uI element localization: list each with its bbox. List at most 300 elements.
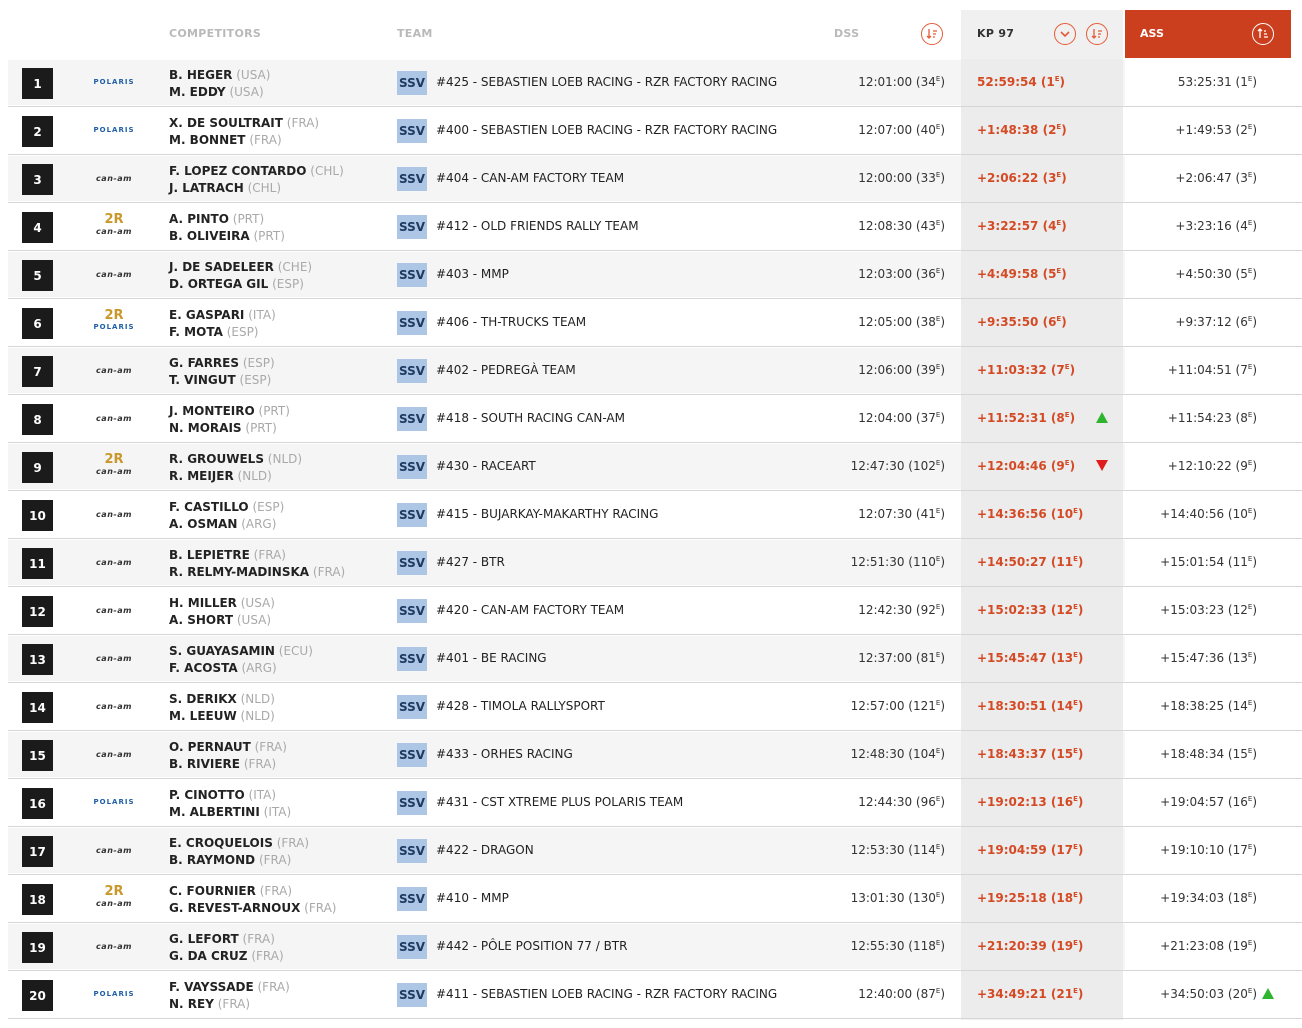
competitors: [169, 451, 302, 485]
table-row[interactable]: [0, 443, 1302, 491]
rank-suffix: E: [935, 699, 941, 707]
ass-value: +18:48:34 (15: [1160, 747, 1248, 761]
header-dss[interactable]: DSS: [834, 27, 860, 40]
ass-value: +9:37:12 (6: [1175, 315, 1248, 329]
brand-logo: [82, 213, 146, 237]
position-up-icon: [1262, 988, 1274, 999]
driver-name[interactable]: A. PINTO: [169, 212, 229, 226]
kp-value: +15:02:33 (12: [977, 603, 1074, 617]
kp-time: +14:50:27 $(11^E)$: [977, 555, 1084, 569]
brand-logo: [82, 702, 146, 712]
rank-suffix: E: [1073, 651, 1078, 659]
brand-2r-logo: 2R: [104, 452, 124, 467]
driver-country: (PRT): [232, 212, 265, 226]
rank-suffix: E: [1247, 987, 1253, 995]
rank-suffix: E: [1073, 843, 1078, 851]
rank-suffix: E: [1247, 939, 1253, 947]
codriver-name[interactable]: M. BONNET: [169, 133, 246, 147]
rank-suffix: E: [935, 795, 941, 803]
table-row[interactable]: [0, 683, 1302, 731]
brand-logo: [82, 606, 146, 616]
kp-time: +15:45:47 $(13^E)$: [977, 651, 1084, 665]
driver-country: (FRA): [259, 884, 293, 898]
brand-logo: [82, 366, 146, 376]
kp-time: +2:06:22 $(3^E)$: [977, 171, 1067, 185]
position-badge: 20: [22, 980, 53, 1011]
ass-value: +14:40:56 (10: [1160, 507, 1248, 521]
kp-value: +14:36:56 (10: [977, 507, 1074, 521]
class-badge: SSV: [397, 647, 427, 671]
codriver-country: (ARG): [241, 517, 277, 531]
table-row[interactable]: [0, 587, 1302, 635]
competitors: [169, 211, 285, 245]
brand-logo: [82, 414, 146, 424]
table-row[interactable]: [0, 347, 1302, 395]
codriver-country: (FRA): [312, 565, 346, 579]
team-name[interactable]: #406 - TH-TRUCKS TEAM: [436, 315, 587, 329]
brand-canam-logo: can-am: [96, 366, 132, 375]
position-badge: 16: [22, 788, 53, 819]
ass-value: +15:47:36 (13: [1160, 651, 1248, 665]
class-badge: SSV: [397, 71, 427, 95]
codriver-name[interactable]: T. VINGUT: [169, 373, 236, 387]
rank-suffix: E: [1073, 795, 1078, 803]
driver-country: (FRA): [276, 836, 310, 850]
dss-time: 12:07:30 $(41^E)$: [858, 507, 945, 521]
rank-suffix: E: [1073, 747, 1078, 755]
dss-value: 12:07:30 (41: [858, 507, 936, 521]
dss-time: 12:06:00 $(39^E)$: [858, 363, 945, 377]
codriver-country: (ESP): [272, 277, 304, 291]
dss-time: 12:48:30 $(104^E)$: [850, 747, 945, 761]
kp-value: +4:49:58 (5: [977, 267, 1057, 281]
codriver-country: (ARG): [241, 661, 277, 675]
competitors: [169, 643, 313, 677]
codriver-name[interactable]: M. LEEUW: [169, 709, 237, 723]
dss-time: 12:44:30 $(96^E)$: [858, 795, 945, 809]
ass-time: +15:03:23 $(12^E)$: [1160, 603, 1257, 617]
codriver-name[interactable]: B. RAYMOND: [169, 853, 256, 867]
ass-value: +19:10:10 (17: [1160, 843, 1248, 857]
dss-time: 12:57:00 $(121^E)$: [850, 699, 945, 713]
team-name[interactable]: #442 - PÔLE POSITION 77 / BTR: [436, 939, 628, 953]
ass-time: +19:04:57 $(16^E)$: [1160, 795, 1257, 809]
dss-time: 12:40:00 $(87^E)$: [858, 987, 945, 1001]
competitors: [169, 931, 284, 965]
brand-canam-logo: can-am: [96, 606, 132, 615]
codriver-name[interactable]: N. MORAIS: [169, 421, 242, 435]
brand-canam-logo: can-am: [96, 899, 132, 908]
driver-country: (FRA): [242, 932, 275, 946]
dss-time: 12:07:00 $(40^E)$: [858, 123, 945, 137]
brand-logo: [82, 78, 146, 87]
kp-value: +1:48:38 (2: [977, 123, 1057, 137]
kp-time: +11:03:32 $(7^E)$: [977, 363, 1076, 377]
rank-suffix: E: [1054, 75, 1060, 83]
rank-suffix: E: [935, 219, 941, 227]
kp-time: +1:48:38 $(2^E)$: [977, 123, 1067, 137]
rank-suffix: E: [1247, 843, 1253, 851]
sort-descending-icon[interactable]: [1086, 23, 1108, 45]
rank-suffix: E: [935, 603, 941, 611]
driver-name[interactable]: J. MONTEIRO: [169, 404, 255, 418]
driver-name[interactable]: R. GROUWELS: [169, 452, 264, 466]
ass-value: +15:01:54 (11: [1160, 555, 1248, 569]
brand-canam-logo: can-am: [96, 467, 132, 476]
driver-name[interactable]: J. DE SADELEER: [169, 260, 274, 274]
chevron-down-icon[interactable]: [1054, 23, 1076, 45]
driver-name[interactable]: G. LEFORT: [169, 932, 239, 946]
table-row[interactable]: [0, 59, 1302, 107]
driver-name[interactable]: C. FOURNIER: [169, 884, 256, 898]
rank-suffix: E: [1247, 363, 1253, 371]
position-badge: 17: [22, 836, 53, 867]
codriver-name[interactable]: A. OSMAN: [169, 517, 238, 531]
rank-suffix: E: [1073, 987, 1078, 995]
position-badge: 11: [22, 548, 53, 579]
rank-suffix: E: [935, 363, 941, 371]
kp-time: +34:49:21 $(21^E)$: [977, 987, 1084, 1001]
table-row[interactable]: [0, 203, 1302, 251]
rank-suffix: E: [935, 651, 941, 659]
brand-canam-logo: can-am: [96, 654, 132, 663]
team-name[interactable]: #433 - ORHES RACING: [436, 747, 573, 761]
driver-name[interactable]: P. CINOTTO: [169, 788, 245, 802]
codriver-name[interactable]: G. DA CRUZ: [169, 949, 248, 963]
table-row[interactable]: [0, 827, 1302, 875]
brand-canam-logo: can-am: [96, 558, 132, 567]
driver-name[interactable]: E. GASPARI: [169, 308, 245, 322]
rank-suffix: E: [935, 123, 941, 131]
kp-value: +14:50:27 (11: [977, 555, 1074, 569]
driver-country: (FRA): [253, 548, 286, 562]
rank-suffix: E: [935, 843, 941, 851]
position-badge: 10: [22, 500, 53, 531]
codriver-country: (ITA): [263, 805, 292, 819]
brand-polaris-logo: POLARIS: [93, 126, 135, 134]
rank-suffix: E: [1073, 603, 1078, 611]
position-up-icon: [1096, 412, 1108, 423]
brand-logo: [82, 942, 146, 952]
rank-suffix: E: [935, 75, 941, 83]
driver-country: (FRA): [254, 740, 287, 754]
rank-suffix: E: [1247, 603, 1253, 611]
kp-value: +19:04:59 (17: [977, 843, 1074, 857]
codriver-name[interactable]: D. ORTEGA GIL: [169, 277, 269, 291]
ass-time: +11:04:51 $(7^E)$: [1167, 363, 1257, 377]
results-table: [0, 59, 1302, 1019]
dss-value: 13:01:30 (130: [850, 891, 936, 905]
team-name[interactable]: #412 - OLD FRIENDS RALLY TEAM: [436, 219, 639, 233]
rank-suffix: E: [1064, 363, 1070, 371]
team-name[interactable]: #401 - BE RACING: [436, 651, 547, 665]
dss-value: 12:06:00 (39: [858, 363, 936, 377]
table-row[interactable]: [0, 635, 1302, 683]
competitors: [169, 307, 276, 341]
table-row[interactable]: [0, 539, 1302, 587]
brand-logo: [82, 309, 146, 332]
class-badge: SSV: [397, 455, 427, 479]
codriver-name[interactable]: J. LATRACH: [169, 181, 244, 195]
team-name[interactable]: #404 - CAN-AM FACTORY TEAM: [436, 171, 625, 185]
brand-polaris-logo: POLARIS: [93, 990, 135, 998]
kp-time: +19:04:59 $(17^E)$: [977, 843, 1084, 857]
brand-2r-logo: 2R: [104, 212, 124, 227]
rank-suffix: E: [1247, 75, 1253, 83]
driver-country: (USA): [236, 68, 271, 82]
table-row[interactable]: [0, 971, 1302, 1019]
ass-value: +21:23:08 (19: [1160, 939, 1248, 953]
ass-time: +12:10:22 $(9^E)$: [1167, 459, 1257, 473]
team-name[interactable]: #428 - TIMOLA RALLYSPORT: [436, 699, 605, 713]
kp-time: +4:49:58 $(5^E)$: [977, 267, 1067, 281]
codriver-country: (FRA): [304, 901, 337, 915]
position-badge: 14: [22, 692, 53, 723]
team-name[interactable]: #431 - CST XTREME PLUS POLARIS TEAM: [436, 795, 684, 809]
brand-logo: [82, 750, 146, 760]
rank-suffix: E: [1056, 171, 1062, 179]
table-row[interactable]: [0, 107, 1302, 155]
kp-value: +2:06:22 (3: [977, 171, 1057, 185]
dss-time: 12:37:00 $(81^E)$: [858, 651, 945, 665]
table-header: [0, 10, 1302, 58]
class-badge: SSV: [397, 551, 427, 575]
codriver-name[interactable]: M. EDDY: [169, 85, 226, 99]
brand-logo: [82, 798, 146, 807]
brand-polaris-logo: POLARIS: [93, 798, 135, 806]
position-badge: 1: [22, 68, 53, 99]
header-team[interactable]: TEAM: [397, 27, 433, 40]
dss-value: 12:55:30 (118: [850, 939, 936, 953]
driver-name[interactable]: B. HEGER: [169, 68, 233, 82]
kp-time: +18:43:37 $(15^E)$: [977, 747, 1084, 761]
position-badge: 12: [22, 596, 53, 627]
ass-time: +11:54:23 $(8^E)$: [1167, 411, 1257, 425]
driver-country: (NLD): [267, 452, 303, 466]
class-badge: SSV: [397, 935, 427, 959]
ass-time: +2:06:47 $(3^E)$: [1175, 171, 1257, 185]
table-row[interactable]: [0, 779, 1302, 827]
header-competitors[interactable]: COMPETITORS: [169, 27, 262, 40]
dss-value: 12:51:30 (110: [850, 555, 936, 569]
position-badge: 2: [22, 116, 53, 147]
position-badge: 18: [22, 884, 53, 915]
competitors: [169, 67, 270, 101]
team-name[interactable]: #410 - MMP: [436, 891, 509, 905]
brand-logo: [82, 558, 146, 568]
codriver-country: (USA): [236, 613, 272, 627]
codriver-name[interactable]: A. SHORT: [169, 613, 234, 627]
team-name[interactable]: #422 - DRAGON: [436, 843, 534, 857]
driver-name[interactable]: S. GUAYASAMIN: [169, 644, 275, 658]
dss-time: 12:08:30 $(43^E)$: [858, 219, 945, 233]
table-row[interactable]: [0, 491, 1302, 539]
ass-value: +12:10:22 (9: [1167, 459, 1248, 473]
kp-time: +12:04:46 $(9^E)$: [977, 459, 1076, 473]
ass-value: 53:25:31 (1: [1177, 75, 1248, 89]
rank-suffix: E: [935, 411, 941, 419]
table-row[interactable]: [0, 923, 1302, 971]
rank-suffix: E: [1064, 459, 1070, 467]
class-badge: SSV: [397, 503, 427, 527]
sort-ascending-icon[interactable]: [1252, 23, 1274, 45]
position-badge: 6: [22, 308, 53, 339]
team-name[interactable]: #427 - BTR: [436, 555, 505, 569]
brand-logo: [82, 990, 146, 999]
ass-time: +19:10:10 $(17^E)$: [1160, 843, 1257, 857]
brand-canam-logo: can-am: [96, 942, 132, 951]
kp-time: +15:02:33 $(12^E)$: [977, 603, 1084, 617]
codriver-name[interactable]: B. OLIVEIRA: [169, 229, 250, 243]
rank-suffix: E: [935, 939, 941, 947]
dss-value: 12:42:30 (92: [858, 603, 936, 617]
rank-suffix: E: [1247, 891, 1253, 899]
codriver-name[interactable]: G. REVEST-ARNOUX: [169, 901, 301, 915]
class-badge: SSV: [397, 983, 427, 1007]
brand-logo: [82, 885, 146, 909]
ass-time: +1:49:53 $(2^E)$: [1175, 123, 1257, 137]
rank-suffix: E: [1073, 699, 1078, 707]
rank-suffix: E: [1247, 171, 1253, 179]
rank-suffix: E: [1247, 795, 1253, 803]
brand-polaris-logo: POLARIS: [93, 323, 135, 331]
class-badge: SSV: [397, 215, 427, 239]
kp-time: 52:59:54 $(1^E)$: [977, 75, 1065, 89]
codriver-name[interactable]: N. REY: [169, 997, 214, 1011]
ass-time: +21:23:08 $(19^E)$: [1160, 939, 1257, 953]
rank-suffix: E: [935, 171, 941, 179]
competitors: [169, 979, 290, 1013]
kp-time: +18:30:51 $(14^E)$: [977, 699, 1084, 713]
rank-suffix: E: [1056, 219, 1062, 227]
brand-2r-logo: 2R: [104, 884, 124, 899]
driver-country: (ESP): [242, 356, 275, 370]
rank-suffix: E: [1247, 219, 1253, 227]
team-name[interactable]: #411 - SEBASTIEN LOEB RACING - RZR FACTORY RACING: [436, 987, 778, 1001]
team-name[interactable]: #425 - SEBASTIEN LOEB RACING - RZR FACTORY RACING: [436, 75, 778, 89]
dss-time: 12:04:00 $(37^E)$: [858, 411, 945, 425]
dss-value: 12:37:00 (81: [858, 651, 936, 665]
rank-suffix: E: [935, 987, 941, 995]
dss-time: 12:42:30 $(92^E)$: [858, 603, 945, 617]
driver-name[interactable]: X. DE SOULTRAIT: [169, 116, 283, 130]
codriver-name[interactable]: B. RIVIERE: [169, 757, 240, 771]
ass-value: +11:04:51 (7: [1167, 363, 1248, 377]
rank-suffix: E: [1073, 555, 1078, 563]
kp-value: +19:25:18 (18: [977, 891, 1074, 905]
codriver-country: (PRT): [253, 229, 285, 243]
driver-name[interactable]: F. LOPEZ CONTARDO: [169, 164, 307, 178]
class-badge: SSV: [397, 119, 427, 143]
brand-canam-logo: can-am: [96, 702, 132, 711]
ass-time: +34:50:03 $(20^E)$: [1160, 987, 1257, 1001]
driver-country: (FRA): [286, 116, 320, 130]
table-row[interactable]: [0, 251, 1302, 299]
table-row[interactable]: [0, 155, 1302, 203]
ass-value: +3:23:16 (4: [1175, 219, 1248, 233]
position-badge: 9: [22, 452, 53, 483]
codriver-name[interactable]: R. MEIJER: [169, 469, 234, 483]
team-name[interactable]: #420 - CAN-AM FACTORY TEAM: [436, 603, 625, 617]
driver-name[interactable]: H. MILLER: [169, 596, 237, 610]
table-row[interactable]: [0, 731, 1302, 779]
driver-name[interactable]: F. CASTILLO: [169, 500, 249, 514]
competitors: [169, 787, 291, 821]
rank-suffix: E: [1056, 267, 1062, 275]
row-divider: [8, 1018, 1302, 1019]
table-row[interactable]: [0, 299, 1302, 347]
ass-time: +4:50:30 $(5^E)$: [1175, 267, 1257, 281]
brand-logo: [82, 453, 146, 477]
driver-country: (ITA): [248, 308, 276, 322]
driver-country: (ITA): [248, 788, 277, 802]
codriver-country: (NLD): [237, 469, 272, 483]
codriver-name[interactable]: R. RELMY-MADINSKA: [169, 565, 310, 579]
competitors: [169, 115, 319, 149]
ass-time: +19:34:03 $(18^E)$: [1160, 891, 1257, 905]
dss-value: 12:57:00 (121: [850, 699, 936, 713]
rank-suffix: E: [1073, 939, 1078, 947]
header-kp[interactable]: KP 97: [977, 27, 1015, 40]
driver-name[interactable]: G. FARRES: [169, 356, 240, 370]
kp-value: +18:43:37 (15: [977, 747, 1074, 761]
codriver-name[interactable]: F. ACOSTA: [169, 661, 238, 675]
dss-time: 12:00:00 $(33^E)$: [858, 171, 945, 185]
rank-suffix: E: [1247, 651, 1253, 659]
ass-time: +15:01:54 $(11^E)$: [1160, 555, 1257, 569]
kp-time: +21:20:39 $(19^E)$: [977, 939, 1084, 953]
rank-suffix: E: [1056, 315, 1062, 323]
sort-descending-icon[interactable]: [921, 23, 943, 45]
team-name[interactable]: #415 - BUJARKAY-MAKARTHY RACING: [436, 507, 659, 521]
rank-suffix: E: [1056, 123, 1062, 131]
table-row[interactable]: [0, 875, 1302, 923]
rank-suffix: E: [1247, 267, 1253, 275]
team-name[interactable]: #403 - MMP: [436, 267, 509, 281]
codriver-name[interactable]: F. MOTA: [169, 325, 223, 339]
dss-time: 12:55:30 $(118^E)$: [850, 939, 945, 953]
dss-value: 12:01:00 (34: [858, 75, 936, 89]
driver-name[interactable]: F. VAYSSADE: [169, 980, 254, 994]
brand-polaris-logo: POLARIS: [93, 78, 135, 86]
header-ass[interactable]: [1125, 10, 1291, 58]
codriver-country: (USA): [229, 85, 264, 99]
driver-name[interactable]: B. LEPIETRE: [169, 548, 250, 562]
team-name[interactable]: #400 - SEBASTIEN LOEB RACING - RZR FACTORY RACING: [436, 123, 778, 137]
driver-country: (CHE): [277, 260, 313, 274]
driver-name[interactable]: S. DERIKX: [169, 692, 237, 706]
driver-name[interactable]: E. CROQUELOIS: [169, 836, 273, 850]
brand-logo: [82, 174, 146, 184]
ass-value: +34:50:03 (20: [1160, 987, 1248, 1001]
team-name[interactable]: #402 - PEDREGÀ TEAM: [436, 363, 576, 377]
team-name[interactable]: #430 - RACEART: [436, 459, 536, 473]
competitors: [169, 835, 309, 869]
codriver-name[interactable]: M. ALBERTINI: [169, 805, 260, 819]
codriver-country: (FRA): [249, 133, 282, 147]
kp-value: +18:30:51 (14: [977, 699, 1074, 713]
kp-value: +34:49:21 (21: [977, 987, 1074, 1001]
position-badge: 4: [22, 212, 53, 243]
class-badge: SSV: [397, 695, 427, 719]
dss-value: 12:40:00 (87: [858, 987, 936, 1001]
codriver-country: (PRT): [245, 421, 277, 435]
table-row[interactable]: [0, 395, 1302, 443]
competitors: [169, 259, 312, 293]
ass-time: 53:25:31 $(1^E)$: [1177, 75, 1257, 89]
driver-name[interactable]: O. PERNAUT: [169, 740, 251, 754]
team-name[interactable]: #418 - SOUTH RACING CAN-AM: [436, 411, 625, 425]
